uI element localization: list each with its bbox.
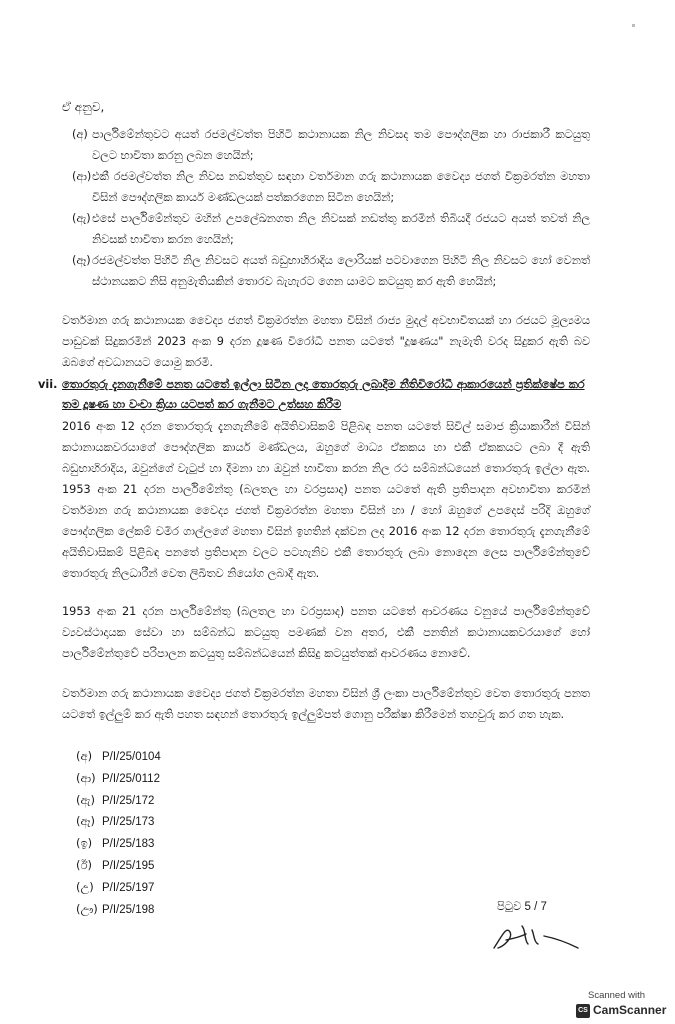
signature-icon [488,918,580,958]
reason-text: එකී රජමල්වත්ත නිල නිවස නඩත්තුව සඳහා වර්තමාන ගරු කථානායක වෛද්‍ය ජගත් වික්‍රමරත්න මහතා විසින් පෞද්ගලික කාර්ය මණ්ඩලයක් පත්කරගෙන සිටින හෙයින්; [92,170,590,204]
reason-text: එසේ පාර්ලිමේන්තුව මහින් උපලේඛනගත නිල නිවසක් නඩත්තු කරමින් තිබියදී රජයට අයත් තවත් නිල නිවසක් භාවිතා කරන හෙයින්; [92,212,590,246]
list-item [76,746,161,768]
file-marker: (ඌ) [76,901,98,916]
file-code: P/I/25/173 [102,816,155,829]
reason-item [62,250,590,292]
reason-marker: (ඇ) [72,212,91,225]
reason-item [62,208,590,250]
file-code: P/I/25/195 [102,859,155,872]
intro-line: ඒ අනුව, [62,100,105,114]
file-marker: (ආ) [76,770,96,785]
reason-text: පාර්ලිමේන්තුවට අයත් රජමල්වත්ත පිහිටි කථානායක නිල නිවසද තම පෞද්ගලික හා රාජකාරී කටයුතු වලට භාවිතා කරනු ලබන හෙයින්; [92,128,590,162]
page-number: පිටුව 5 / 7 [497,901,547,913]
file-code: P/I/25/198 [102,903,155,916]
section-number: vii. [38,378,58,391]
scan-speck [632,24,635,27]
camscanner-brand: CamScanner [593,1003,667,1017]
reason-text: රජමල්වත්ත පිහිටි නිල නිවසට අයත් බඩුභාහිරාදිය ලොරියක් පටවාගෙන පිහිටි නිල නිවසට හෝ වෙනත් ස්ථානයකට නිසි අනුමැතියකින් තොරව බැහැරට ගෙන යාමට කටයුතු කර ඇති හෙයින්; [92,254,590,288]
reason-marker: (අ) [72,128,88,141]
file-code: P/I/25/172 [102,794,155,807]
file-marker: (අ) [76,749,93,763]
reason-marker: (ඈ) [72,254,91,267]
file-code: P/I/25/0112 [102,772,160,785]
file-code: P/I/25/183 [102,838,155,851]
file-marker: (ඇ) [76,792,95,807]
list-item [76,768,161,790]
rti-paragraph: 2016 අංක 12 දරන තොරතුරු දැනගැනීමේ අයිතිවාසිකම් පිළිබඳ පනත යටතේ සිවිල් සමාජ ක්‍රියාකාරීන් විසින් කථානායකවරයාගේ පෞද්ගලික කාර්ය මණ්ඩලය, ඔහුගේ මාධ්‍ය ඒකකය හා එකී ඒකකයට ලබා දී ඇති බඩුභාහිරාදිය, ඔවුන්ගේ වැටුප් හා දීමනා හා ඔවුන් භාවිතා කරන නිල රථ සම්බන්ධයෙන් තොරතුරු ඉල්ලා ඇත. 1953 අංක 21 දරන පාර්ලිමේන්තු (බලතල හා වරප්‍රසාද) පනත යටතේ ඇති ප්‍රතිපාදන අවභාවිතා කරමින් වර්තමාන ගරු කථානායක වෛද්‍ය ජගත් වික්‍රමරත්න මහතා විසින් හා / හෝ ඔහුගේ උපදෙස් පරිදි ඔහුගේ පෞද්ගලික ලේකම් චමිර ගාල්ලගේ මහතා විසින් ඉහතින් දක්වන ලද 2016 අංක 12 දරන තොරතුරු දැනගැනීමේ අයිතිවාසිකම් පිළිබඳ පනතේ ප්‍රතිපාදන වලට පටහැනිව එකී තොරතුරු ලබා නොදෙන ලෙස පාර්ලිමේන්තුවේ තොරතුරු නිලධාරීන් වෙත ලිඛිතව නියෝග ලබාදී ඇත. [62,420,590,580]
scanned-with-label: Scanned with [588,990,646,1001]
camscanner-logo-icon: CS [576,1004,590,1018]
file-marker: (උ) [76,879,94,894]
file-marker: (ඈ) [76,814,95,829]
privileges-act-paragraph: 1953 අංක 21 දරන පාර්ලිමේන්තු (බලතල හා වරප්‍රසාද) පනත යටතේ ආවරණය වනුයේ පාර්ලිමේන්තුවේ ව්‍යවස්ථාදායක සේවා හා සම්බන්ධ කටයුතු පමණක් වන අතර, එකී පනතින් කථානායකවරයාගේ හෝ පාර්ලිමේන්තුවේ පරිපාලන කටයුතු සම්බන්ධයෙන් කිසිදු කටයුත්තක් ආවරණය නොවේ. [62,605,590,660]
corruption-statement-paragraph: වර්තමාන ගරු කථානායක වෛද්‍ය ජගත් වික්‍රමරත්න මහතා විසින් රාජ්‍ය මුදල් අවභාවිතයක් හා රජයට මූල්‍යමය පාඩුවක් සිදුකරමින් 2023 අංක 9 දරන දූෂණ විරෝධී පනත යටතේ "දූෂණය" නැමැති වරද සිදුකර ඇති බව ඔබගේ අවධානයට යොමු කරමි. [62,314,590,369]
list-item [76,790,161,812]
file-marker: (ඉ) [76,836,93,851]
rti-file-list [76,746,161,920]
file-code: P/I/25/0104 [102,751,161,763]
list-item [76,877,161,899]
reason-item [62,166,590,208]
file-code: P/I/25/197 [102,881,155,894]
rti-files-intro-paragraph: වර්තමාන ගරු කථානායක වෛද්‍ය ජගත් වික්‍රමරත්න මහතා විසින් ශ්‍රී ලංකා පාර්ලිමේන්තුව වෙත තොරතුරු පනත යටතේ ඉල්ලුම් කර ඇති පහත සඳහන් තොරතුරු ඉල්ලුම්පත් ගොනු පරීක්ෂා කිරීමෙන් තහවුරු කර ගත හැක. [62,687,590,721]
reasons-list [62,124,590,292]
list-item [76,855,161,877]
section-heading-text: තොරතුරු දැනගැනීමේ පනත යටතේ ඉල්ලා සිටින ලද තොරතුරු ලබාදීම නීතිවිරෝධී ආකාරයෙන් ප්‍රතික්ෂේප කර තම දූෂණ හා වංචා ක්‍රියා යටපත් කර ගැනීමට උත්සහ කිරීම [62,378,585,411]
camscanner-watermark [570,990,675,1024]
list-item [76,811,161,833]
list-item [76,899,161,921]
reason-item [62,124,590,166]
file-marker: (ඊ) [76,857,93,872]
list-item [76,833,161,855]
reason-marker: (ආ) [72,170,92,183]
